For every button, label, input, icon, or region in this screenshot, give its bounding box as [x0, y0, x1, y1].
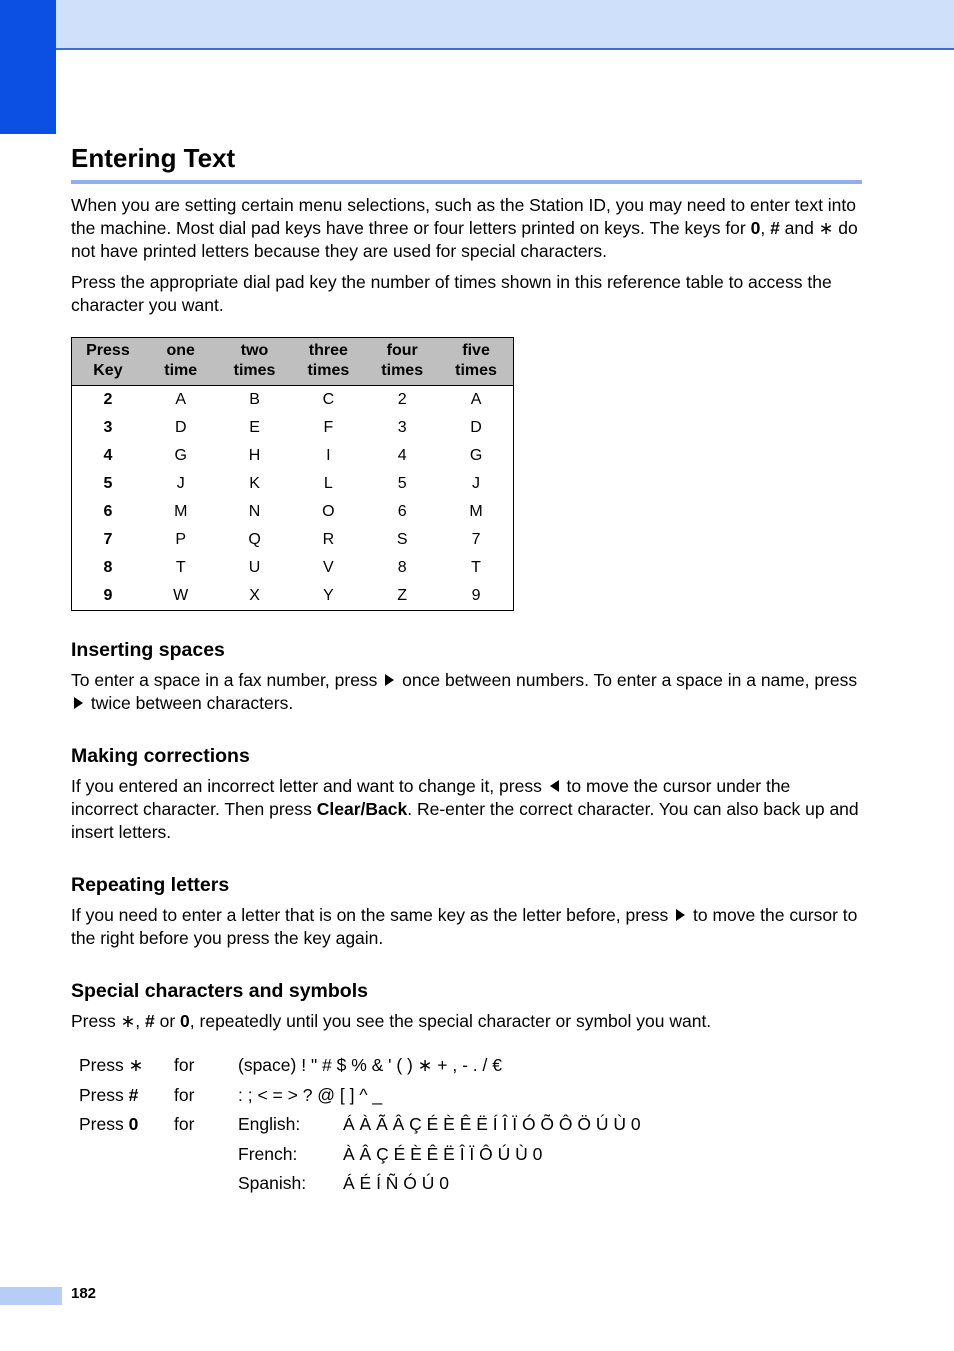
- header-one-time: one time: [144, 338, 218, 386]
- page-content: [71, 140, 862, 1199]
- special-paragraph: Press ∗, # or 0, repeatedly until you see the special character or symbol you want.: [71, 1011, 712, 1031]
- chapter-tab: [0, 0, 56, 134]
- header-press-key: Press Key: [72, 338, 144, 386]
- special-row-zero-spanish: Spanish: Á É Í Ñ Ó Ú 0: [238, 1173, 449, 1194]
- table-row: 3 D E F 3 D: [103, 419, 482, 436]
- right-arrow-icon: [385, 674, 394, 686]
- heading-repeating-letters: Repeating letters: [71, 874, 230, 896]
- right-arrow-icon: [74, 697, 83, 709]
- corrections-paragraph: If you entered an incorrect letter and want to change it, press to move the cursor under the incorrect character. Then press Clear/Back. Re-enter the correct character. You can also back up and insert letters.: [71, 776, 859, 842]
- heading-special-characters: Special characters and symbols: [71, 980, 368, 1002]
- section-inserting-spaces: [71, 637, 862, 715]
- header-band: [0, 0, 954, 50]
- table-header-row: [72, 338, 514, 386]
- table-row: 2 A B C 2 A: [103, 391, 482, 408]
- page-number: 182: [71, 1285, 97, 1302]
- table-row: 4 G H I 4 G: [103, 447, 483, 464]
- table-row: 8 T U V 8 T: [103, 559, 481, 576]
- inserting-paragraph: To enter a space in a fax number, press once between numbers. To enter a space in a name, press twice between characters.: [71, 670, 858, 713]
- star-key-symbol: ∗: [818, 218, 834, 238]
- special-row-star: Press ∗ for (space) ! " # $ % & ' ( ) ∗ + , - . / €: [79, 1055, 502, 1076]
- header-two-times: two times: [218, 338, 292, 386]
- heading-making-corrections: Making corrections: [71, 745, 250, 767]
- left-arrow-icon: [550, 780, 559, 792]
- right-arrow-icon: [676, 909, 685, 921]
- section-special-characters: [71, 978, 862, 1199]
- intro-paragraph-1: When you are setting certain menu selections, such as the Station ID, you may need to enter text into the machine. Most dial pad keys have three or four letters printed on keys. The keys for 0, # and ∗ do not have printed letters because they are used for special characters.: [71, 195, 858, 261]
- table-row: 6 M N O 6 M: [103, 503, 483, 520]
- special-characters-table: [73, 1051, 641, 1199]
- footer-bar: [0, 1287, 62, 1305]
- table-row: 5 J K L 5 J: [103, 475, 481, 492]
- key-press-table: [71, 337, 514, 611]
- section-making-corrections: [71, 743, 862, 844]
- section-repeating-letters: [71, 872, 862, 950]
- special-row-zero-english: Press 0 for English: Á À Ã Â Ç É È Ê Ë Í Î Ï Ó Õ Ô Ö Ú Ù 0: [79, 1114, 641, 1135]
- table-row: 7 P Q R S 7: [103, 531, 481, 548]
- header-five-times: five times: [439, 338, 513, 386]
- table-row: 9 W X Y Z 9: [103, 587, 481, 604]
- header-four-times: four times: [365, 338, 439, 386]
- intro-paragraph-2: Press the appropriate dial pad key the number of times shown in this reference table to access the character you want.: [71, 272, 832, 315]
- special-row-zero-french: French: À Â Ç É È Ê Ë Î Ï Ô Ú Ù 0: [238, 1143, 543, 1164]
- title-rule: [71, 180, 862, 184]
- special-row-hash: Press # for : ; < = > ? @ [ ] ^ _: [79, 1084, 383, 1105]
- repeating-paragraph: If you need to enter a letter that is on the same key as the letter before, press to move the cursor to the right before you press the key again.: [71, 905, 858, 948]
- page-title: Entering Text: [71, 143, 236, 173]
- header-three-times: three times: [291, 338, 365, 386]
- heading-inserting-spaces: Inserting spaces: [71, 639, 225, 661]
